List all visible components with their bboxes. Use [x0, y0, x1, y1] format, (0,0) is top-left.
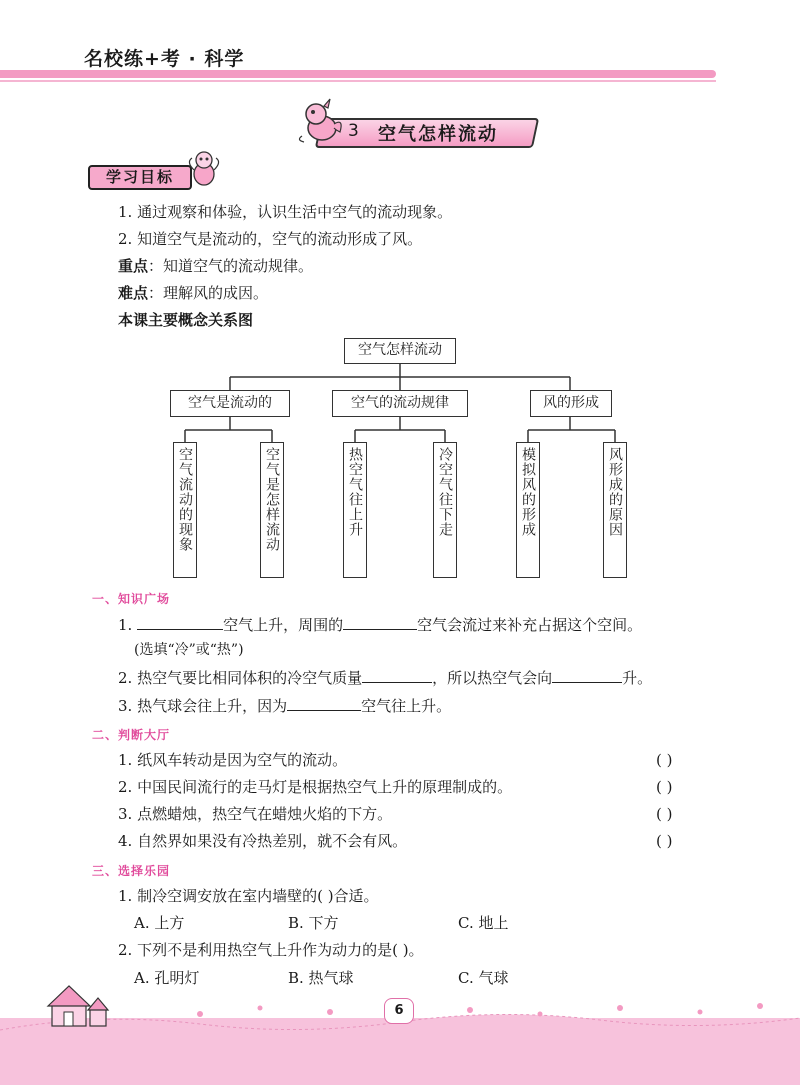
- answer-paren[interactable]: ( ): [656, 805, 673, 823]
- difficult-point-text: ：理解风的成因。: [148, 284, 269, 302]
- concept-leaf: 模拟风的形成: [516, 442, 540, 578]
- answer-paren[interactable]: ( ): [656, 778, 673, 796]
- choice-option[interactable]: B. 热气球: [288, 969, 354, 987]
- choice-option[interactable]: A. 孔明灯: [134, 969, 200, 987]
- concept-root: 空气怎样流动: [344, 338, 456, 364]
- judge-item: 3. 点燃蜡烛，热空气在蜡烛火焰的下方。: [118, 805, 393, 823]
- fill-question-3: [118, 695, 451, 716]
- fill-question-1: [118, 614, 642, 635]
- choice-option[interactable]: C. 气球: [458, 969, 509, 987]
- answer-blank[interactable]: [343, 614, 417, 630]
- lesson-title: 空气怎样流动: [378, 124, 498, 145]
- concept-leaf: 风形成的原因: [603, 442, 627, 578]
- answer-blank[interactable]: [287, 695, 361, 711]
- question-text: 空气往上升。: [361, 697, 452, 715]
- difficult-point: [118, 283, 268, 303]
- choice-question-1: 1. 制冷空调安放在室内墙壁的( )合适。: [118, 887, 379, 905]
- header-line: [0, 80, 716, 82]
- concept-leaf: 空气是怎样流动: [260, 442, 284, 578]
- concept-branch-1: 空气是流动的: [170, 390, 290, 417]
- judge-item: 2. 中国民间流行的走马灯是根据热空气上升的原理制成的。: [118, 778, 513, 796]
- concept-leaf: 空气流动的现象: [173, 442, 197, 578]
- key-point: [118, 256, 313, 276]
- choice-question-2: 2. 下列不是利用热空气上升作为动力的是( )。: [118, 941, 424, 959]
- series-title: 名校练+考 · 科学: [84, 48, 245, 70]
- answer-blank[interactable]: [137, 614, 223, 630]
- lesson-number: 3: [348, 121, 359, 141]
- difficult-point-label: 难点: [118, 284, 149, 302]
- choice-option[interactable]: A. 上方: [134, 914, 185, 932]
- concept-map-title: 本课主要概念关系图: [118, 311, 254, 329]
- page-number: 6: [384, 998, 414, 1024]
- key-point-text: ：知道空气的流动规律。: [148, 257, 314, 275]
- bee-mascot-icon: [186, 148, 222, 188]
- concept-leaf: 冷空气往下走: [433, 442, 457, 578]
- section-heading-knowledge: 一、知识广场: [92, 592, 171, 606]
- house-decoration-icon: [42, 978, 114, 1030]
- question-text: 2. 热空气要比相同体积的冷空气质量: [118, 669, 363, 687]
- answer-paren[interactable]: ( ): [656, 751, 673, 769]
- dragon-mascot-icon: [294, 96, 346, 148]
- judge-item: 4. 自然界如果没有冷热差别，就不会有风。: [118, 832, 408, 850]
- question-text: 空气上升，周围的: [223, 616, 344, 634]
- fill-question-1-hint: (选填“冷”或“热”): [134, 642, 244, 658]
- question-text: ，所以热空气会向: [432, 669, 553, 687]
- question-text: 空气会流过来补充占据这个空间。: [417, 616, 643, 634]
- goal-item-2: 2. 知道空气是流动的，空气的流动形成了风。: [118, 230, 423, 248]
- concept-branch-2: 空气的流动规律: [332, 390, 468, 417]
- choice-option[interactable]: B. 下方: [288, 914, 339, 932]
- section-heading-judgement: 二、判断大厅: [92, 728, 171, 742]
- goal-item-1: 1. 通过观察和体验，认识生活中空气的流动现象。: [118, 203, 453, 221]
- key-point-label: 重点: [118, 257, 149, 275]
- concept-leaf: 热空气往上升: [343, 442, 367, 578]
- section-heading-choice: 三、选择乐园: [92, 864, 171, 878]
- concept-branch-3: 风的形成: [530, 390, 612, 417]
- question-text: 升。: [622, 669, 653, 687]
- header-band: [0, 70, 716, 78]
- question-number: 1.: [118, 616, 133, 634]
- answer-blank[interactable]: [552, 667, 622, 683]
- learning-goals-badge: 学习目标: [88, 165, 192, 190]
- choice-option[interactable]: C. 地上: [458, 914, 509, 932]
- question-text: 3. 热气球会往上升，因为: [118, 697, 288, 715]
- fill-question-2: [118, 667, 652, 688]
- judge-item: 1. 纸风车转动是因为空气的流动。: [118, 751, 348, 769]
- answer-blank[interactable]: [362, 667, 432, 683]
- answer-paren[interactable]: ( ): [656, 832, 673, 850]
